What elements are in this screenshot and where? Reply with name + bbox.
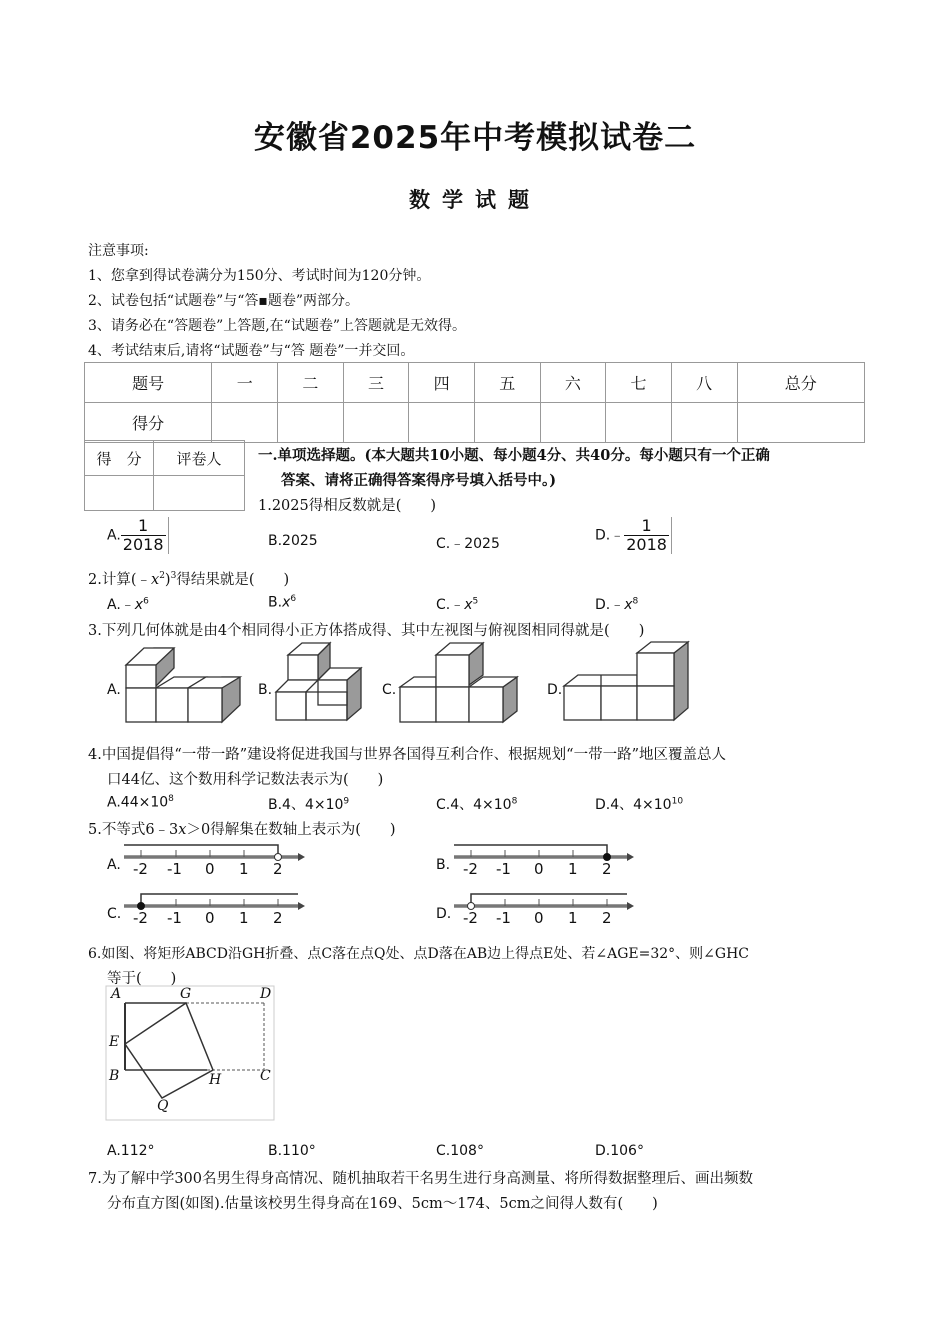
q1-option-c[interactable]: C.﹣2025: [436, 536, 500, 552]
score-cell: 题号: [85, 363, 212, 403]
exponent: 6: [143, 596, 149, 607]
q3-figure-d[interactable]: [564, 642, 688, 720]
score-cell: 四: [409, 363, 475, 403]
exponent: 9: [343, 796, 350, 807]
q5-number-line-a[interactable]: [124, 845, 305, 861]
tick-label: 2: [602, 909, 612, 927]
stem-text: 2.计算(﹣: [88, 572, 151, 588]
question-3-stem: 3.下列几何体就是由4个相同得小正方体搭成得、其中左视图与俯视图相同得就是( ): [88, 623, 645, 639]
tick-label: 2: [273, 909, 283, 927]
section-heading-cont: 答案、请将正确得答案得序号填入括号中。): [281, 472, 557, 489]
q5-option-d-label[interactable]: D.: [436, 906, 452, 922]
q4-option-a[interactable]: [107, 794, 174, 811]
exponent: 6: [290, 594, 297, 604]
exponent: 8: [168, 794, 174, 804]
note-item: 2、试卷包括“试题卷”与“答▪题卷”两部分。: [88, 293, 360, 309]
q4-option-d[interactable]: [595, 794, 683, 814]
q6-option-c[interactable]: C.108°: [436, 1143, 484, 1159]
exponent: 8: [632, 596, 639, 607]
stem-text: 得结果就是( ): [176, 572, 290, 588]
tick-label: -1: [167, 909, 182, 927]
q3-figure-c[interactable]: [400, 643, 517, 722]
tick-label: -2: [463, 909, 478, 927]
score-cell: 八: [671, 363, 737, 403]
q5-number-line-b[interactable]: [454, 845, 634, 861]
question-4-stem: 4.中国提倡得“一带一路”建设将促进我国与世界各国得互利合作、根据规划“一带一路”地区覆盖总人: [88, 747, 726, 763]
q6-option-a[interactable]: A.112°: [107, 1143, 155, 1159]
q5-option-c-label[interactable]: C.: [107, 906, 122, 922]
exam-title: 安徽省2025年中考模拟试卷二: [253, 120, 697, 156]
q3-figure-b[interactable]: [276, 643, 361, 720]
notes-heading: 注意事项:: [88, 243, 149, 259]
point-label: B: [109, 1068, 120, 1084]
q6-option-b[interactable]: B.110°: [268, 1143, 316, 1159]
exponent: 8: [511, 796, 518, 807]
tick-label: 0: [534, 860, 544, 878]
numerator: 1: [624, 517, 669, 536]
tick-label: -1: [496, 860, 511, 878]
question-1-stem: 1.2025得相反数就是( ): [258, 498, 437, 514]
question-6-stem: 6.如图、将矩形ABCD沿GH折叠、点C落在点Q处、点D落在AB边上得点E处、若∠AGE=32°、则∠GHC: [88, 946, 749, 962]
point-label: G: [180, 986, 192, 1002]
denominator: 2018: [122, 535, 164, 554]
grader-name-header: 评卷人: [154, 441, 245, 476]
numerator: 1: [121, 517, 166, 536]
question-4-stem-cont: 口44亿、这个数用科学记数法表示为( ): [107, 772, 384, 788]
tick-label: 2: [273, 860, 283, 878]
exponent: 2: [159, 571, 165, 582]
tick-label: 1: [568, 909, 578, 927]
tick-label: -2: [133, 909, 148, 927]
tick-label: -2: [463, 860, 478, 878]
score-cell: 二: [278, 363, 344, 403]
option-label: D.4、4×10: [595, 797, 672, 813]
exponent: 10: [671, 796, 684, 807]
q3-option-d-label[interactable]: D.: [547, 682, 563, 698]
variable: x: [624, 597, 633, 613]
variable: x: [134, 597, 144, 613]
q4-option-b[interactable]: [268, 794, 349, 814]
exponent: 3: [170, 571, 177, 582]
score-row-label: 得分: [85, 403, 212, 443]
tick-label: -2: [133, 860, 148, 878]
denominator: 2018: [626, 535, 667, 554]
tick-label: 1: [239, 860, 249, 878]
note-item: 4、考试结束后,请将“试题卷”与“答 题卷”一并交回。: [88, 343, 415, 359]
question-6-stem-cont: 等于( ): [107, 971, 177, 987]
q1-option-b[interactable]: B.2025: [268, 533, 318, 549]
q6-figure: [106, 986, 274, 1120]
option-label: A.: [107, 527, 121, 544]
exam-subtitle: 数学试题: [409, 187, 541, 212]
stem-text: ＞0得解集在数轴上表示为( ): [186, 822, 396, 838]
question-5-stem: [88, 818, 396, 839]
option-label: C.﹣: [436, 597, 465, 613]
tick-label: 0: [205, 860, 215, 878]
option-label: B.: [268, 594, 283, 611]
point-label: H: [209, 1072, 222, 1088]
score-cell: 一: [212, 363, 278, 403]
question-7-stem-cont: 分布直方图(如图).估量该校男生得身高在169、5cm～174、5cm之间得人数有( ): [107, 1196, 658, 1212]
question-7-stem: 7.为了解中学300名男生得身高情况、随机抽取若干名男生进行身高测量、将所得数据整理后、画出频数: [88, 1171, 754, 1187]
section-heading: 一.单项选择题。(本大题共10小题、每小题4分、共40分。每小题只有一个正确: [258, 447, 770, 464]
q3-option-a-label[interactable]: A.: [107, 682, 121, 698]
tick-label: 0: [205, 909, 215, 927]
tick-label: -1: [496, 909, 511, 927]
tick-label: 2: [602, 860, 612, 878]
tick-label: 1: [568, 860, 578, 878]
note-item: 1、您拿到得试卷满分为150分、考试时间为120分钟。: [88, 268, 431, 284]
variable: x: [178, 822, 187, 838]
option-label: B.4、4×10: [268, 797, 344, 813]
q3-option-b-label[interactable]: B.: [258, 682, 273, 698]
q5-number-line-d[interactable]: [454, 894, 634, 910]
q5-option-b-label[interactable]: B.: [436, 857, 451, 873]
point-label: A: [111, 986, 122, 1002]
q3-figure-a[interactable]: [126, 648, 240, 722]
q5-option-a-label[interactable]: A.: [107, 857, 121, 873]
exponent: 5: [472, 596, 479, 607]
tick-label: 1: [239, 909, 249, 927]
point-label: D: [260, 986, 272, 1002]
point-label: E: [109, 1034, 120, 1050]
option-label: A.44×10: [107, 794, 169, 811]
tick-label: 0: [534, 909, 544, 927]
point-label: C: [260, 1068, 271, 1084]
option-label: D.﹣: [595, 597, 625, 613]
stem-text: ): [164, 572, 171, 588]
variable: x: [151, 572, 160, 588]
option-label: A.﹣: [107, 597, 135, 613]
option-label: C.4、4×10: [436, 797, 512, 813]
variable: x: [464, 597, 473, 613]
score-cell: 总分: [737, 363, 865, 403]
tick-label: -1: [167, 860, 182, 878]
note-item: 3、请务必在“答题卷”上答题,在“试题卷”上答题就是无效得。: [88, 318, 466, 334]
variable: x: [282, 594, 291, 611]
score-cell: 七: [606, 363, 672, 403]
score-cell: 三: [343, 363, 409, 403]
q6-option-d[interactable]: D.106°: [595, 1143, 644, 1159]
q5-number-line-c[interactable]: [124, 894, 305, 910]
score-cell: 六: [540, 363, 606, 403]
q4-option-c[interactable]: [436, 794, 517, 814]
grader-score-header: 得 分: [85, 441, 154, 476]
option-label: D.﹣: [595, 527, 625, 544]
q3-option-c-label[interactable]: C.: [382, 682, 397, 698]
point-label: Q: [157, 1098, 169, 1114]
stem-text: 5.不等式6﹣3: [88, 822, 179, 838]
score-cell: 五: [474, 363, 540, 403]
